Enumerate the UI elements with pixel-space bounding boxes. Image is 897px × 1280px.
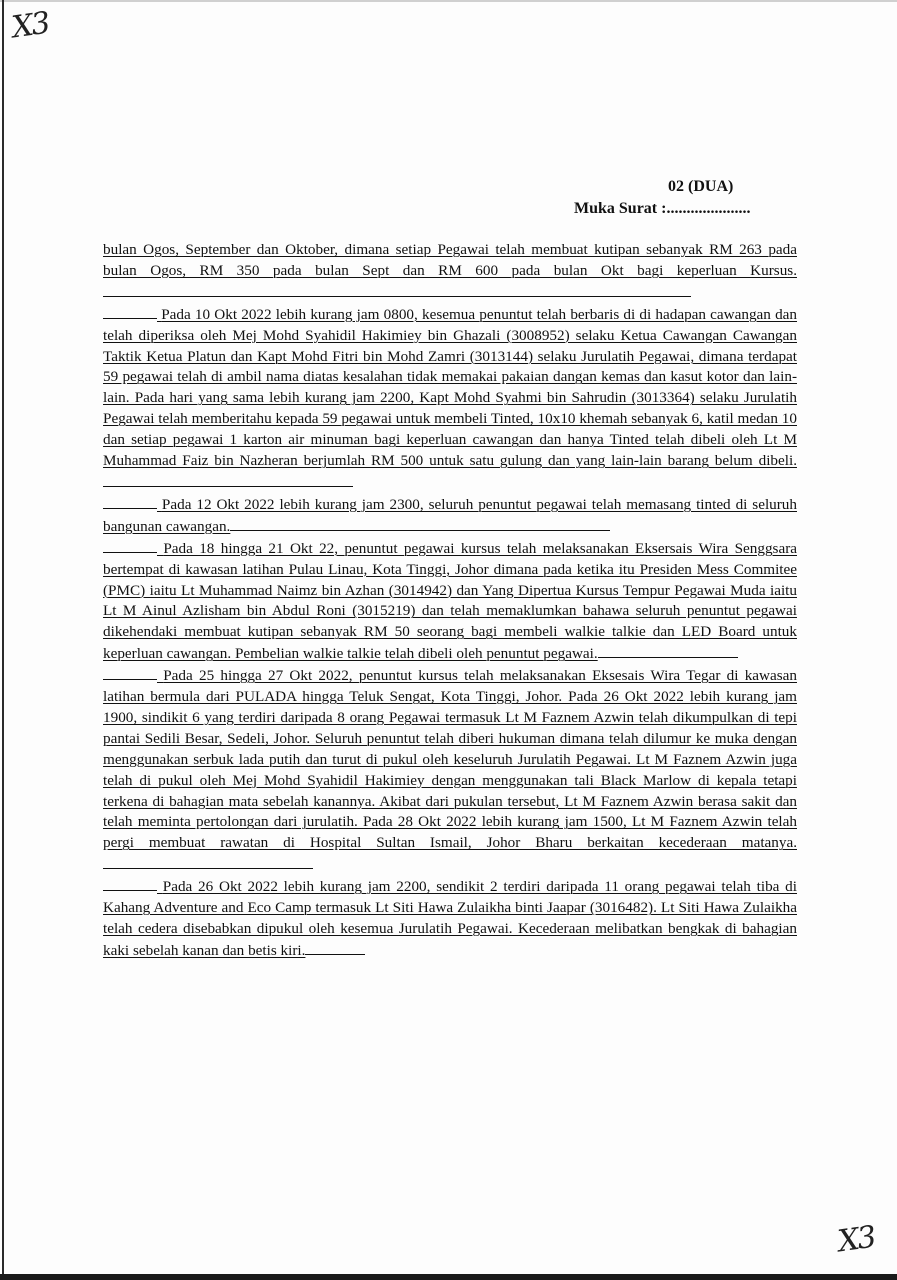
page-top-edge — [0, 0, 897, 2]
paragraph-indent-rule — [103, 304, 157, 319]
paragraph-end-rule — [103, 472, 353, 487]
paragraph-2-text: Pada 10 Okt 2022 lebih kurang jam 0800, kesemua penuntut telah berbaris di di hadapan cawangan dan telah diperiksa oleh Mej Mohd Syahidil Hakimiey bin Ghazali (3008952) selaku Ketua Cawangan Cawangan Taktik Ketua Platun dan Kapt Mohd Fitri bin Mohd Zamri (3013144) selaku Jurulatih Pegawai, dimana terdapat 59 pegawai telah di ambil nama diatas kesalahan tidak memakai pakaian dangan kemas dan kasut kotor dan lain-lain. Pada hari yang sama lebih kurang jam 2200, Kapt Mohd Syahmi bin Sahrudin (3013364) selaku Jurulatih Pegawai telah memberitahu kepada 59 pegawai untuk membeli Tinted, 10x10 khemah sebanyak 6, katil medan 10 dan setiap pegawai 1 karton air minuman bagi keperluan cawangan dan hanya Tinted telah dibeli oleh Lt M Muhammad Faiz bin Nazheran berjumlah RM 500 untuk satu gulung dan yang lain-lain barang belum dibeli. — [103, 305, 798, 470]
paragraph-6 — [103, 876, 797, 962]
paragraph-4 — [103, 538, 797, 665]
page-label: Muka Surat :..................... — [574, 200, 751, 217]
paragraph-end-rule — [305, 940, 365, 955]
paragraph-indent-rule — [103, 538, 157, 553]
paragraph-3 — [103, 494, 797, 538]
paragraph-4-text: Pada 18 hingga 21 Okt 22, penuntut pegawai kursus telah melaksanakan Eksersais Wira Senggsara bertempat di kawasan latihan Pulau Linau, Kota Tinggi, Johor dimana pada ketika itu Presiden Mess Commitee (PMC) iaitu Lt Muhammad Naimz bin Azhan (3014942) dan Yang Dipertua Kursus Tempur Pegawai Muda iaitu Lt M Ainul Azlisham bin Abdul Roni (3015219) dan telah memaklumkan bahawa seluruh penuntut pegawai dikehendaki membuat kutipan sebanyak RM 50 seorang bagi membeli walkie talkie dan LED Board untuk keperluan cawangan. Pembelian walkie talkie telah dibeli oleh penuntut pegawai. — [103, 539, 797, 663]
page-number: 02 (DUA) — [668, 178, 734, 195]
paragraph-2 — [103, 304, 797, 494]
paragraph-end-rule — [103, 282, 691, 297]
page-left-edge — [2, 0, 4, 1280]
document-body — [103, 240, 797, 962]
paragraph-5 — [103, 665, 797, 876]
handwritten-initials-bottom-right: X3 — [835, 1219, 877, 1260]
page-bottom-edge — [0, 1274, 897, 1280]
paragraph-end-rule — [103, 854, 313, 869]
paragraph-5-text: Pada 25 hingga 27 Okt 2022, penuntut kursus telah melaksanakan Eksesais Wira Tegar di kawasan latihan bermula dari PULADA hingga Teluk Sengat, Kota Tinggi, Johor. Pada 26 Okt 2022 lebih kurang jam 1900, sindikit 6 yang terdiri daripada 8 orang Pegawai termasuk Lt M Faznem Azwin telah dikumpulkan di tepi pantai Sedili Besar, Sedeli, Johor. Seluruh penuntut telah diberi hukuman dimana telah dilumur ke muka dengan menggunakan serbuk lada putih dan turut di pukul oleh keseluruh Jurulatih Pegawai. Lt M Faznem Azwin juga telah di pukul oleh Mej Mohd Syahidil Hakimiey dengan menggunakan tali Black Marlow di kepala tetapi terkena di bahagian mata sebelah kanannya. Akibat dari pukulan tersebut, Lt M Faznem Azwin berasa sakit dan telah meminta pertolongan dari jurulatih. Pada 28 Okt 2022 lebih kurang jam 1500, Lt M Faznem Azwin telah pergi membuat rawatan di Hospital Sultan Ismail, Johor Bharu berkaitan kecederaan matanya. — [103, 667, 797, 852]
paragraph-indent-rule — [103, 665, 157, 680]
paragraph-1-text: bulan Ogos, September dan Oktober, dimana setiap Pegawai telah membuat kutipan sebanyak RM 263 pada bulan Ogos, RM 350 pada bulan Sept dan RM 600 pada bulan Okt bagi keperluan Kursus. — [103, 241, 797, 279]
paragraph-indent-rule — [103, 494, 157, 509]
paragraph-6-text: Pada 26 Okt 2022 lebih kurang jam 2200, sendikit 2 terdiri daripada 11 orang pegawai telah tiba di Kahang Adventure and Eco Camp termasuk Lt Siti Hawa Zulaikha binti Jaapar (3016482). Lt Siti Hawa Zulaikha telah cedera disebabkan dipukul oleh kesemua Jurulatih Pegawai. Kecederaan melibatkan bengkak di bahagian kaki sebelah kanan dan betis kiri. — [103, 878, 797, 959]
paragraph-indent-rule — [103, 876, 157, 891]
paragraph-3-text: Pada 12 Okt 2022 lebih kurang jam 2300, seluruh penuntut pegawai telah memasang tinted di seluruh bangunan cawangan. — [103, 495, 797, 535]
paragraph-1 — [103, 240, 797, 304]
paragraph-end-rule — [230, 516, 610, 531]
handwritten-initials-top-left: X3 — [9, 5, 51, 46]
paragraph-end-rule — [598, 643, 738, 658]
